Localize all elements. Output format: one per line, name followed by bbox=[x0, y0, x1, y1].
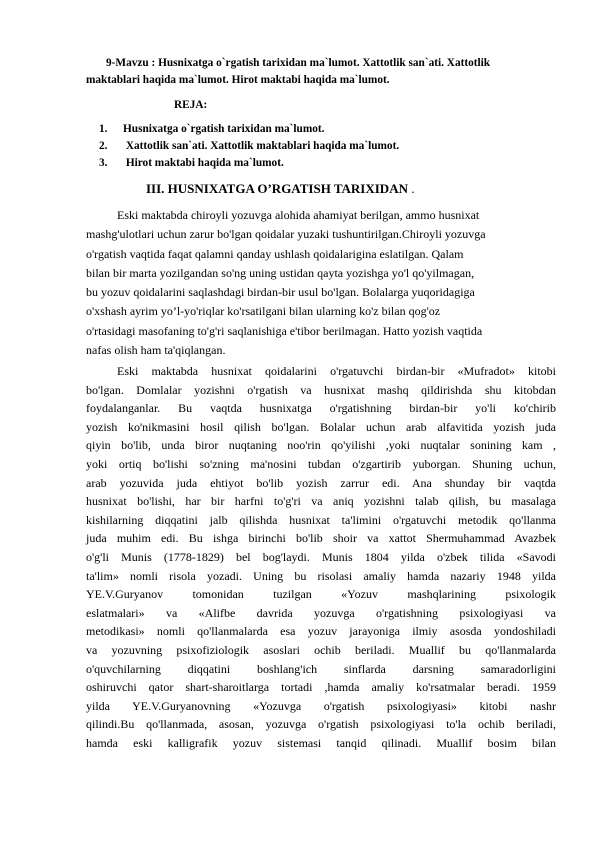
plan-item-number: 2. bbox=[99, 140, 108, 152]
paragraph-line: o'xshash ayrim yo’l-yo'riqlar ko'rsatilgani bilan ularning ko'z bilan qog'oz bbox=[86, 304, 441, 319]
paragraph-line: metodikasi» nomli qo'llanmalarda esa yozuv jarayoniga ilmiy asosda yondoshiladi bbox=[86, 624, 556, 639]
paragraph-line: oshiruvchi qator shart-sharoitlarga tortadi ,hamda amaliy ko'rsatmalar beradi. 1959 bbox=[86, 680, 556, 695]
paragraph-line: Eski maktabda chiroyli yozuvga alohida ahamiyat berilgan, ammo husnixat bbox=[117, 208, 480, 222]
paragraph-line: o'rgatish vaqtida faqat qalamni qanday ushlash qoidalarigina eslatilgan. Qalam bbox=[86, 246, 464, 261]
plan-item-number: 3. bbox=[99, 157, 108, 169]
plan-item bbox=[99, 138, 399, 155]
paragraph-line: qilindi.Bu qo'llanmada, asosan, yozuvga o'rgatish psixologiyasi to'la ochib beriladi, bbox=[86, 717, 556, 732]
paragraph-line: nafas olish ham ta'qiqlangan. bbox=[86, 343, 226, 358]
paragraph-line: kishilarning diqqatini jalb qilishda husnixat ta'limini o'rgatuvchi metodik qo'llanma bbox=[86, 512, 556, 527]
document-title bbox=[86, 55, 522, 89]
title-line-1: 9-Mavzu : Husnixatga o`rgatish tarixidan ma`lumot. Xattotlik san`ati. Xattotlik bbox=[106, 57, 491, 69]
paragraph-2 bbox=[86, 362, 556, 752]
plan-item bbox=[99, 121, 399, 138]
paragraph-line: qiyin bo'lib, unda biror nuqtaning noo'rin qo'yilishi ,yoki nuqtalar sonining kam , bbox=[86, 438, 556, 453]
paragraph-line: ta'lim» nomli risola yozadi. Uning bu risolasi amaliy hamda nazariy 1948 yilda bbox=[86, 568, 556, 583]
paragraph-1 bbox=[86, 206, 556, 360]
paragraph-line: bu yozuv qoidalarini saqlashdagi birdan-bir usul bo'lgan. Bolalarga yuqoridagiga bbox=[86, 285, 475, 300]
paragraph-line: YE.V.Guryanov tomonidan tuzilgan «Yozuv mashqlarining psixologik bbox=[86, 587, 556, 602]
title-line-2: maktablari haqida ma`lumot. Hirot maktabi haqida ma`lumot. bbox=[86, 74, 390, 86]
plan-item-text: Xattotlik san`ati. Xattotlik maktablari haqida ma`lumot. bbox=[123, 140, 400, 152]
paragraph-line: juda muhim edi. Bu ishga birinchi bo'lib shoir va xattot Shermuhammad Avazbek bbox=[86, 531, 556, 546]
plan-label: REJA: bbox=[174, 99, 208, 111]
paragraph-line: o'quvchilarning diqqatini boshlang'ich sinflarda darsning samaradorligini bbox=[86, 661, 556, 676]
paragraph-line: Eski maktabda husnixat qoidalarini o'rgatuvchi birdan-bir «Mufradot» kitobi bbox=[117, 364, 556, 378]
paragraph-line: yoki ortiq bo'lishi so'zning ma'nosini tubdan o'zgartirib yuborgan. Shuning uchun, bbox=[86, 456, 556, 471]
plan-list bbox=[99, 121, 399, 172]
section-heading-dot: . bbox=[407, 181, 415, 196]
paragraph-line: bilan bir marta yozilgandan so'ng uning ustidan qayta yozishga yo'l qo'yilmagan, bbox=[86, 265, 475, 280]
paragraph-line: husnixat bo'lishi, har bir harfni to'g'ri va aniq yozishni talab qilish, bu masalaga bbox=[86, 494, 556, 509]
plan-item-number: 1. bbox=[99, 123, 108, 135]
paragraph-line: va yozuvning psixofiziologik asoslari ochib beriladi. Muallif bu qo'llanmalarda bbox=[86, 642, 556, 657]
section-heading-text: III. HUSNIXATGA O’RGATISH TARIXIDAN bbox=[146, 181, 408, 196]
paragraph-line: yilda YE.V.Guryanovning «Yozuvga o'rgatish psixologiyasi» kitobi nashr bbox=[86, 698, 556, 713]
plan-item-text: Husnixatga o`rgatish tarixidan ma`lumot. bbox=[123, 123, 325, 135]
paragraph-line: mashg'ulotlari uchun zarur bo'lgan qoidalar yuzaki tushuntirilgan.Chiroyli yozuvga bbox=[86, 227, 486, 242]
paragraph-line: eslatmalari» va «Alifbe davrida yozuvga o'rgatishning psixologiyasi va bbox=[86, 605, 556, 620]
paragraph-line: arab yozuvida juda ehtiyot bo'lib yozish zarrur edi. Ana shunday bir vaqtda bbox=[86, 475, 556, 490]
paragraph-line: foydalanganlar. Bu vaqtda husnixatga o'rgatishning birdan-bir yo'li ko'chirib bbox=[86, 401, 556, 416]
plan-item-text: Hirot maktabi haqida ma`lumot. bbox=[123, 157, 284, 169]
paragraph-line: hamda eski kalligrafik yozuv sistemasi tanqid qilinadi. Muallif bosim bilan bbox=[86, 735, 556, 750]
paragraph-line: bo'lgan. Domlalar yozishni o'rgatish va husnixat mashq qildirishda shu kitobdan bbox=[86, 382, 556, 397]
paragraph-line: o'rtasidagi masofaning to'g'ri saqlanishiga e'tibor berilmagan. Hatto yozish vaqtida bbox=[86, 323, 483, 338]
paragraph-line: yozish ko'nikmasini hosil qilish bo'lgan. Bolalar uchun arab alfavitida yozish juda bbox=[86, 419, 556, 434]
paragraph-line: o'g'li Munis (1778-1829) bel bog'laydi. Munis 1804 yilda o'zbek tilida «Savodi bbox=[86, 549, 556, 564]
plan-item bbox=[99, 155, 399, 172]
section-heading bbox=[146, 181, 414, 197]
